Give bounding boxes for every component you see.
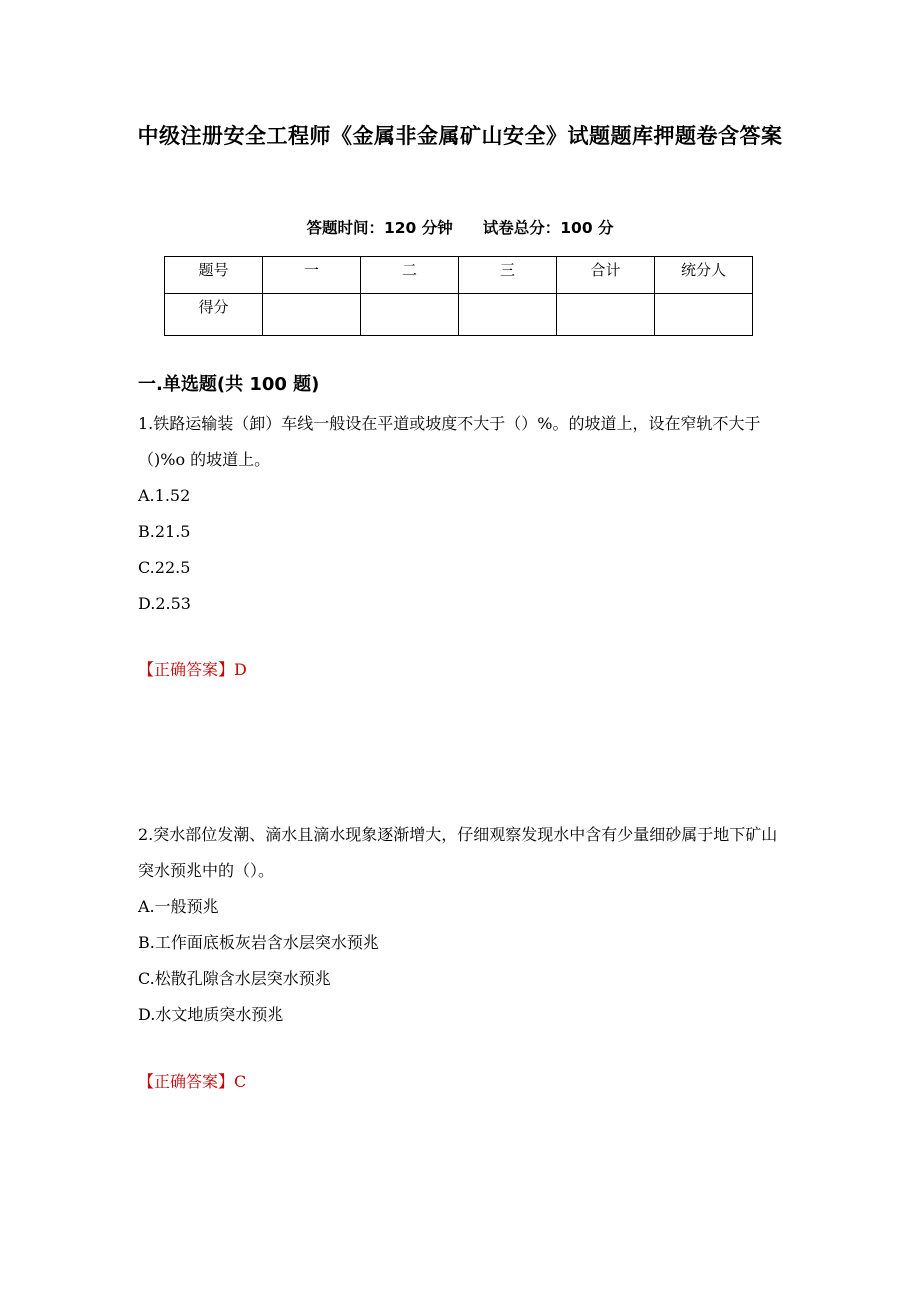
option-c: C.22.5 <box>138 558 191 577</box>
score-header-cell: 二 <box>361 257 459 294</box>
score-header-cell: 一 <box>263 257 361 294</box>
section-title: 一.单选题(共 100 题) <box>138 374 320 395</box>
score-header-cell: 统分人 <box>655 257 753 294</box>
document-title: 中级注册安全工程师《金属非金属矿山安全》试题题库押题卷含答案 <box>137 124 783 148</box>
score-header-cell: 题号 <box>165 257 263 294</box>
correct-answer: 【正确答案】D <box>138 660 247 679</box>
score-cell <box>459 294 557 336</box>
score-table-header-row <box>165 257 753 294</box>
score-row-label: 得分 <box>165 294 263 336</box>
option-c: C.松散孔隙含水层突水预兆 <box>138 969 331 988</box>
option-b: B.工作面底板灰岩含水层突水预兆 <box>138 933 379 952</box>
correct-answer: 【正确答案】C <box>138 1072 247 1091</box>
question-stem: 1.铁路运输装（卸）车线一般设在平道或坡度不大于（）%。的坡道上，设在窄轨不大于（)%o 的坡道上。 <box>138 414 761 469</box>
question-2 <box>138 817 788 1092</box>
exam-total-score: 试卷总分：100 分 <box>482 219 614 237</box>
score-cell <box>655 294 753 336</box>
score-cell <box>361 294 459 336</box>
score-cell <box>263 294 361 336</box>
question-stem: 2.突水部位发潮、滴水且滴水现象逐渐增大，仔细观察发现水中含有少量细砂属于地下矿山突水预兆中的（）。 <box>138 825 778 880</box>
score-table <box>164 256 753 336</box>
score-header-cell: 三 <box>459 257 557 294</box>
exam-time: 答题时间：120 分钟 <box>306 219 453 237</box>
question-1 <box>138 406 788 680</box>
option-a: A.1.52 <box>138 486 191 505</box>
option-d: D.水文地质突水预兆 <box>138 1005 284 1024</box>
score-header-cell: 合计 <box>557 257 655 294</box>
exam-meta <box>0 216 920 238</box>
score-table-score-row <box>165 294 753 336</box>
score-cell <box>557 294 655 336</box>
option-d: D.2.53 <box>138 594 191 613</box>
option-a: A.一般预兆 <box>138 897 219 916</box>
option-b: B.21.5 <box>138 522 191 541</box>
